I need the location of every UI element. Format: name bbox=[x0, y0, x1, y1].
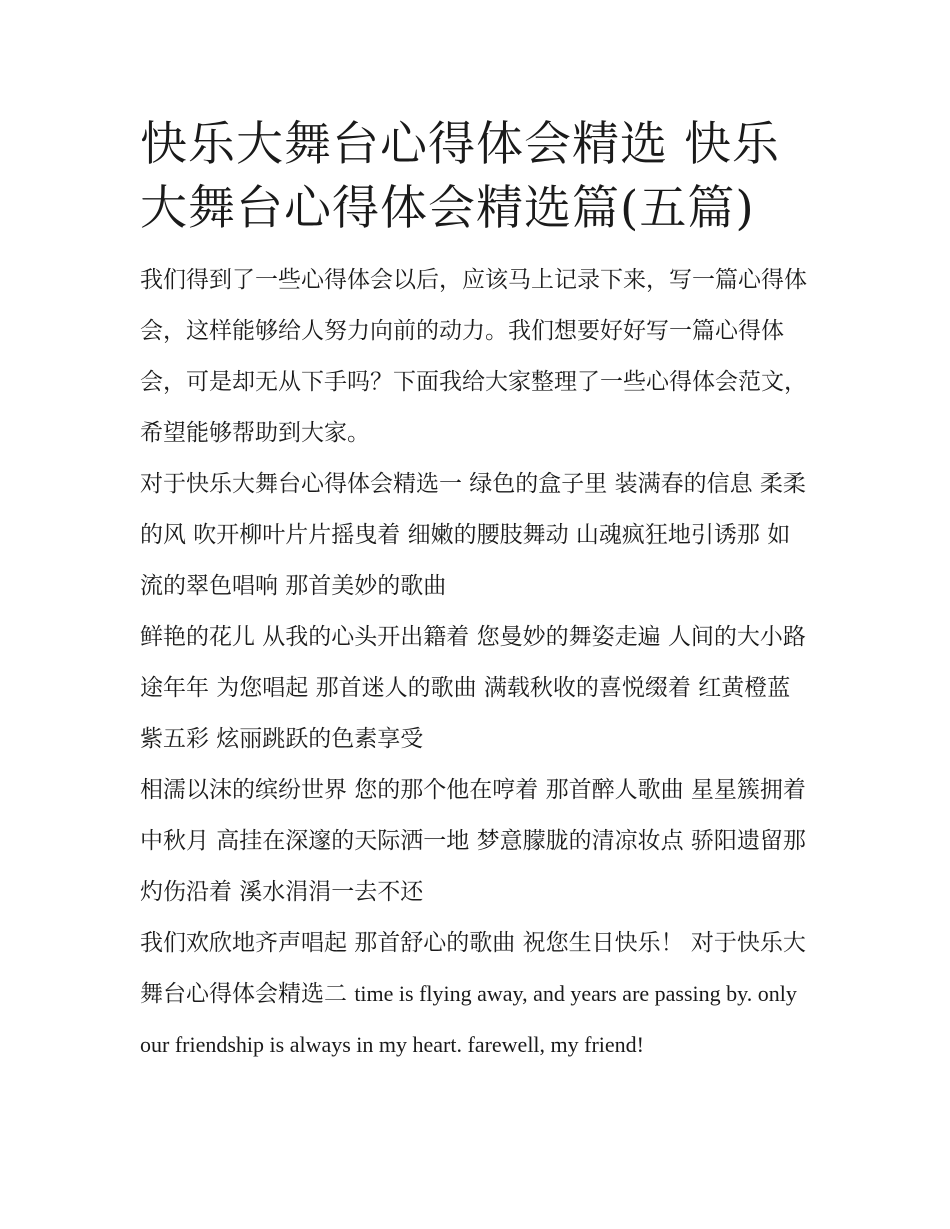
document-page bbox=[140, 113, 812, 1071]
paragraph-poem-3: 相濡以沫的缤纷世界 您的那个他在哼着 那首醉人歌曲 星星簇拥着中秋月 高挂在深邃的天际洒一地 梦意朦胧的清凉妆点 骄阳遗留那灼伤沿着 溪水涓涓一去不还 bbox=[140, 777, 806, 905]
paragraph-poem-2: 鲜艳的花儿 从我的心头开出籍着 您曼妙的舞姿走遍 人间的大小路途年年 为您唱起 那首迷人的歌曲 满载秋收的喜悦缀着 红黄橙蓝紫五彩 炫丽跳跃的色素享受 bbox=[140, 624, 806, 752]
paragraph-final-cn: 我们欢欣地齐声唱起 那首舒心的歌曲 祝您生日快乐！ 对于快乐大舞台心得体会精选二 bbox=[140, 930, 806, 1007]
paragraph-poem-1: 对于快乐大舞台心得体会精选一 绿色的盒子里 装满春的信息 柔柔的风 吹开柳叶片片摇曳着 细嫩的腰肢舞动 山魂疯狂地引诱那 如流的翠色唱响 那首美妙的歌曲 bbox=[140, 471, 806, 599]
document-title: 快乐大舞台心得体会精选 快乐大舞台心得体会精选篇(五篇) bbox=[140, 117, 780, 236]
paragraph-intro: 我们得到了一些心得体会以后，应该马上记录下来，写一篇心得体会，这样能够给人努力向前的动力。我们想要好好写一篇心得体会，可是却无从下手吗？下面我给大家整理了一些心得体会范文，希望能够帮助到大家。 bbox=[140, 267, 807, 446]
paragraph-final-en: time is flying away, and years are passing by. only our friendship is always in my heart. farewell, my friend! bbox=[140, 981, 797, 1057]
document-body bbox=[140, 255, 812, 1071]
paragraph-final bbox=[140, 918, 812, 1071]
